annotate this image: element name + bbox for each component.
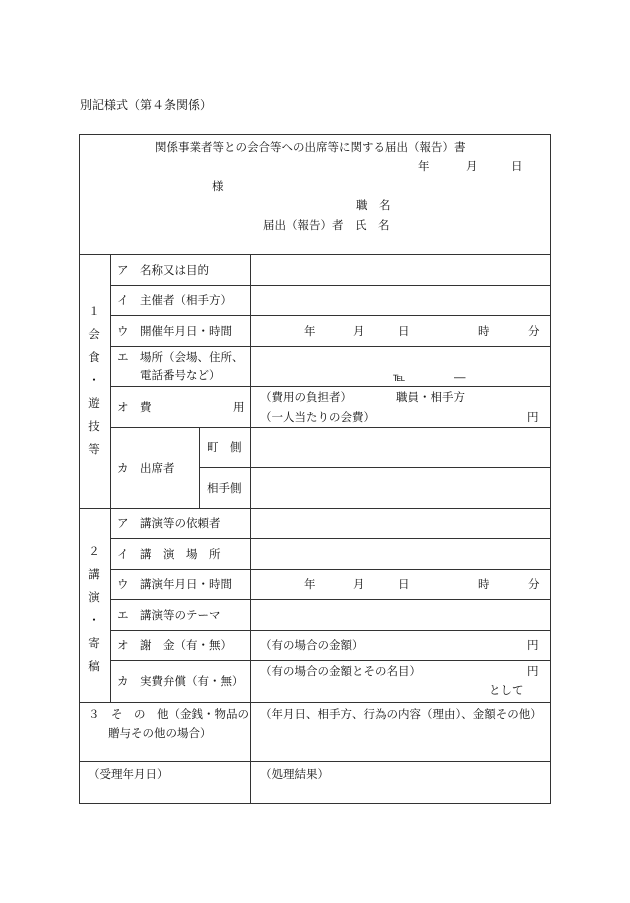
processing-result-label: （処理結果） xyxy=(260,767,329,781)
partner-side-label: 相手側 xyxy=(207,481,242,495)
section2-label: ２ 講 演 ・ 寄 稿 xyxy=(88,544,100,673)
s2-minute: 分 xyxy=(528,577,540,591)
position-label: 職 名 xyxy=(356,198,391,212)
s1-place-label-2: 電話番号など） xyxy=(140,368,221,382)
expenses-yen: 円 xyxy=(527,664,539,678)
s2-datetime-label: ウ 講演年月日・時間 xyxy=(117,577,232,591)
s2-year: 年 xyxy=(304,577,316,591)
s2-requester-label: ア 講演等の依頼者 xyxy=(117,516,221,530)
s3-other-label: ３ そ の 他（金銭・物品の xyxy=(88,707,249,721)
s2-honorarium-label: オ 謝 金（有・無） xyxy=(117,638,232,652)
reporter-name-label: 届出（報告）者 氏 名 xyxy=(263,218,390,232)
form-caption: 別記様式（第４条関係） xyxy=(80,98,213,112)
s1-datetime-label: ウ 開催年月日・時間 xyxy=(117,324,232,338)
cost-payer-label: （費用の負担者） xyxy=(260,390,352,404)
s1-hour: 時 xyxy=(478,324,490,338)
s3-other-note: （年月日、相手方、行為の内容（理由）、金額その他） xyxy=(260,707,542,721)
s1-day: 日 xyxy=(398,324,410,338)
s1-cost-label: オ 費 xyxy=(117,400,152,414)
form-title: 関係事業者等との会合等への出席等に関する届出（報告）書 xyxy=(155,140,466,154)
header-day-label: 日 xyxy=(511,159,523,173)
s1-year: 年 xyxy=(304,324,316,338)
s2-month: 月 xyxy=(353,577,365,591)
s1-purpose-label: ア 名称又は目的 xyxy=(117,263,209,277)
cost-parties-label: 職員・相手方 xyxy=(396,390,465,404)
s2-theme-label: エ 講演等のテーマ xyxy=(117,608,221,622)
tel-dash: ― xyxy=(454,370,466,384)
honorarium-yen: 円 xyxy=(527,638,539,652)
header-year-label: 年 xyxy=(418,159,430,173)
addressee-label: 様 xyxy=(212,179,224,193)
section1-label: １ 会 食 ・ 遊 技 等 xyxy=(88,304,100,456)
cost-yen-label: 円 xyxy=(527,410,539,424)
s1-attendees-label: カ 出席者 xyxy=(117,461,175,475)
cost-per-person-label: （一人当たりの会費） xyxy=(260,410,375,424)
s1-host-label: イ 主催者（相手方） xyxy=(117,293,232,307)
tel-icon: ℡ xyxy=(393,370,406,384)
s1-cost-label-end: 用 xyxy=(233,400,245,414)
honorarium-amount-note: （有の場合の金額） xyxy=(260,638,364,652)
s1-place-label: エ 場所（会場、住所、 xyxy=(117,350,244,364)
s1-month: 月 xyxy=(353,324,365,338)
s2-hour: 時 xyxy=(478,577,490,591)
s3-other-label-2: 贈与その他の場合） xyxy=(108,726,212,740)
header-month-label: 月 xyxy=(466,159,478,173)
received-date-label: （受理年月日） xyxy=(88,767,169,781)
s2-expenses-label: カ 実費弁償（有・無） xyxy=(117,674,244,688)
s2-place-label: イ 講 演 場 所 xyxy=(117,547,221,561)
s1-minute: 分 xyxy=(528,324,540,338)
expenses-as-label: として xyxy=(489,683,524,697)
expenses-amount-note: （有の場合の金額とその名目） xyxy=(260,664,421,678)
s2-day: 日 xyxy=(398,577,410,591)
town-side-label: 町 側 xyxy=(207,440,242,454)
